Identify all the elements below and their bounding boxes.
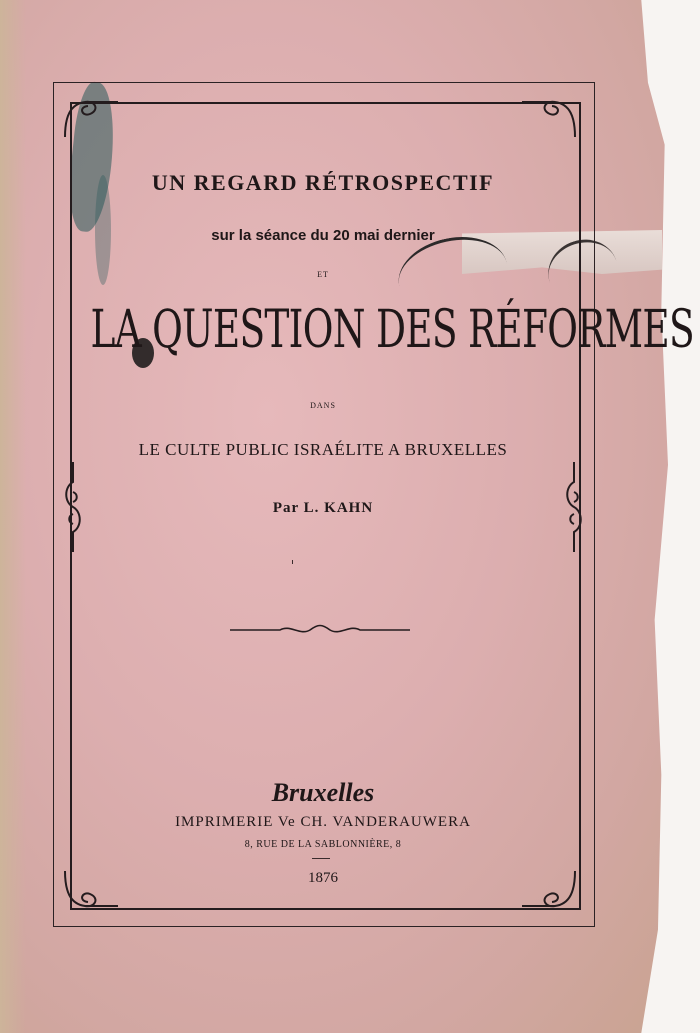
ornamental-divider-icon <box>230 620 410 640</box>
conjunction: ET <box>317 270 329 279</box>
title-line-2: sur la séance du 20 mai dernier <box>211 227 435 244</box>
preposition: DANS <box>310 401 336 410</box>
corner-ornament-icon <box>60 92 120 142</box>
imprint-city: Bruxelles <box>271 778 375 807</box>
imprint-rule <box>312 858 330 859</box>
subtitle: LE CULTE PUBLIC ISRAÉLITE A BRUXELLES <box>138 440 508 459</box>
imprint-year: 1876 <box>308 870 338 886</box>
imprint-address: 8, RUE DE LA SABLONNIÈRE, 8 <box>244 839 402 850</box>
corner-ornament-icon <box>520 92 580 142</box>
printer-mark <box>292 560 293 564</box>
author: Par L. KAHN <box>272 500 374 516</box>
main-title: LA QUESTION DES RÉFORMES <box>90 300 694 360</box>
title-line-1: UN REGARD RÉTROSPECTIF <box>151 170 495 195</box>
imprint-printer: IMPRIMERIE Ve CH. VANDERAUWERA <box>175 814 471 830</box>
